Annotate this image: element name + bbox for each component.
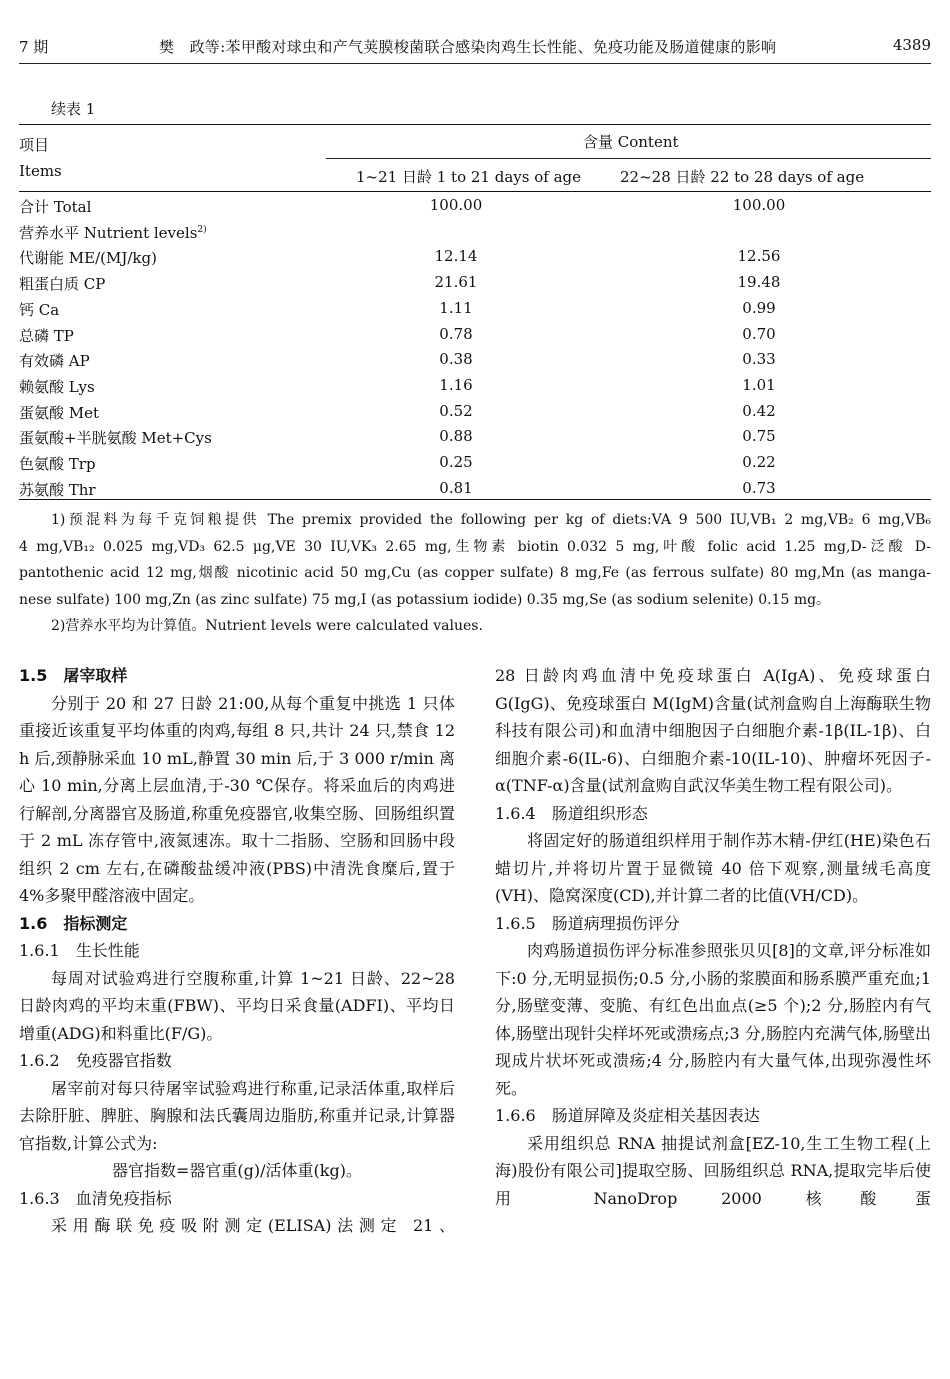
- paragraph: 肉鸡肠道损伤评分标准参照张贝贝[8]的文章,评分标准如下:0 分,无明显损伤;0.5 分,小肠的浆膜面和肠系膜严重充血;1 分,肠壁变薄、变脆、有红色出血点(≥5 个);2 分,肠腔内有气体,肠壁出现针尖样坏死或溃疡点;3 分,肠腔内充满气体,肠壁出现成片状坏死或溃疡;4 分,肠腔内有大量气体,出现弥漫性坏死。: [495, 941, 931, 1098]
- running-header: [19, 36, 931, 60]
- header-items-cn: 项目: [19, 136, 50, 154]
- body-column-right: [495, 662, 931, 1212]
- table-row: [19, 376, 931, 400]
- value-period-1: 0.52: [439, 401, 473, 420]
- value-period-1: 1.11: [439, 298, 473, 317]
- table-row: [19, 299, 931, 323]
- value-period-2: 0.73: [742, 478, 776, 497]
- paragraph: 28 日龄肉鸡血清中免疫球蛋白 A(IgA)、免疫球蛋白 G(IgG)、免疫球蛋白 M(IgM)含量(试剂盒购自上海酶联生物科技有限公司)和血清中细胞因子白细胞介素-1β(IL-1β)、白细胞介素-6(IL-6)、白细胞介素-10(IL-10)、肿瘤坏死因子-α(TNF-α)含量(试剂盒购自武汉华美生物工程有限公司)。: [495, 666, 931, 795]
- table-row: [19, 273, 931, 297]
- table-note-line: 4 mg,VB₁₂ 0.025 mg,VD₃ 62.5 μg,VE 30 IU,VK₃ 2.65 mg,生物素 biotin 0.032 5 mg,叶酸 folic acid 1.25 mg,D-泛酸 D-: [19, 538, 931, 555]
- subsection-heading: 1.6.2 免疫器官指数: [19, 1051, 172, 1070]
- row-item: 蛋氨酸+半胱氨酸 Met+Cys: [19, 429, 212, 448]
- header-content: 含量 Content: [583, 133, 679, 151]
- table-notes: [19, 507, 931, 640]
- table-row: [19, 325, 931, 349]
- subsection-heading: 1.6.5 肠道病理损伤评分: [495, 913, 680, 933]
- header-period-2: 22~28 日龄 22 to 28 days of age: [620, 168, 865, 186]
- body-column-left: [19, 662, 455, 1240]
- row-item: 苏氨酸 Thr: [19, 480, 96, 499]
- table-row: [19, 350, 931, 374]
- value-period-2: 0.70: [742, 324, 776, 343]
- value-period-1: 0.81: [439, 478, 473, 497]
- value-period-1: 0.78: [439, 324, 473, 343]
- table-note-line: nese sulfate) 100 mg,Zn (as zinc sulfate) 75 mg,I (as potassium iodide) 0.35 mg,Se (as sodium selenite) 0.15 mg。: [19, 591, 831, 608]
- paragraph: 屠宰前对每只待屠宰试验鸡进行称重,记录活体重,取样后去除肝脏、脾脏、胸腺和法氏囊周边脂肪,称重并记录,计算器官指数,计算公式为:: [19, 1078, 455, 1153]
- value-period-2: 12.56: [737, 247, 781, 266]
- value-period-1: 100.00: [429, 196, 483, 214]
- table-header-rule: [19, 191, 931, 192]
- footnote-marker: 2): [197, 224, 207, 235]
- value-period-1: 0.25: [439, 453, 473, 471]
- row-item: 色氨酸 Trp: [19, 455, 96, 473]
- table-note-line: 2)营养水平均为计算值。Nutrient levels were calculated values.: [51, 618, 483, 634]
- value-period-2: 0.75: [742, 427, 776, 446]
- subsection-heading: 1.6.6 肠道屏障及炎症相关基因表达: [495, 1106, 760, 1125]
- table-row: [19, 427, 931, 451]
- paragraph: 每周对试验鸡进行空腹称重,计算 1~21 日龄、22~28 日龄肉鸡的平均末重(FBW)、平均日采食量(ADFI)、平均日增重(ADG)和料重比(F/G)。: [19, 968, 455, 1043]
- value-period-2: 1.01: [742, 375, 776, 394]
- value-period-2: 0.42: [742, 401, 776, 420]
- paragraph: 采用组织总 RNA 抽提试剂盒[EZ-10,生工生物工程(上海)股份有限公司]提取空肠、回肠组织总 RNA,提取完毕后使用 NanoDrop 2000 核酸蛋: [495, 1133, 931, 1208]
- value-period-2: 0.33: [742, 350, 776, 369]
- value-period-2: 0.22: [742, 453, 776, 471]
- paragraph: 将固定好的肠道组织样用于制作苏木精-伊红(HE)染色石蜡切片,并将切片置于显微镜 40 倍下观察,测量绒毛高度(VH)、隐窝深度(CD),并计算二者的比值(VH/CD)。: [495, 831, 931, 905]
- row-item: 蛋氨酸 Met: [19, 403, 100, 422]
- value-period-1: 0.38: [439, 350, 473, 369]
- row-item: 粗蛋白质 CP: [19, 275, 106, 294]
- page-number: 4389: [892, 36, 931, 54]
- table-row: [19, 222, 931, 246]
- header-period-1: 1~21 日龄 1 to 21 days of age: [356, 168, 581, 186]
- section-heading: 1.5 屠宰取样: [19, 666, 128, 685]
- table-continued-label: 续表 1: [51, 100, 96, 118]
- row-item: 有效磷 AP: [19, 352, 90, 371]
- formula: 器官指数=器官重(g)/活体重(kg)。: [112, 1161, 362, 1180]
- row-item: 赖氨酸 Lys: [19, 377, 95, 396]
- value-period-2: 100.00: [732, 196, 786, 214]
- header-sub-rule: [326, 158, 931, 159]
- header-rule: [19, 63, 931, 64]
- running-title: 樊 政等:苯甲酸对球虫和产气荚膜梭菌联合感染肉鸡生长性能、免疫功能及肠道健康的影响: [159, 38, 777, 56]
- subsection-heading: 1.6.3 血清免疫指标: [19, 1188, 172, 1208]
- section-heading: 1.6 指标测定: [19, 913, 128, 933]
- value-period-1: 21.61: [434, 273, 478, 292]
- row-item: 营养水平 Nutrient levels$^{2)}$: [19, 223, 207, 242]
- value-period-2: 19.48: [737, 273, 781, 292]
- header-items-en: Items: [19, 162, 62, 180]
- table-row: [19, 402, 931, 426]
- table-row: [19, 453, 931, 477]
- subsection-heading: 1.6.4 肠道组织形态: [495, 803, 648, 823]
- table-top-rule: [19, 124, 931, 125]
- subsection-heading: 1.6.1 生长性能: [19, 941, 140, 960]
- paragraph: 分别于 20 和 27 日龄 21:00,从每个重复中挑选 1 只体重接近该重复平均体重的肉鸡,每组 8 只,共计 24 只,禁食 12 h 后,颈静脉采血 10 mL,静置 30 min 后,于 3 000 r/min 离心 10 min,分离上层血清,于-30 ℃保存。将采血后的肉鸡进行解剖,分离器官及肠道,称重免疫器官,收集空肠、回肠组织置于 2 mL 冻存管中,液氮速冻。取十二指肠、空肠和回肠中段组织 2 cm 左右,在磷酸盐缓冲液(PBS)中清洗食糜后,置于 4%多聚甲醛溶液中固定。: [19, 693, 455, 905]
- row-item: 合计 Total: [19, 198, 92, 216]
- value-period-2: 0.99: [742, 298, 776, 317]
- table-row: [19, 196, 931, 220]
- table-bottom-rule: [19, 499, 931, 500]
- row-item: 代谢能 ME/(MJ/kg): [19, 249, 157, 268]
- row-item: 钙 Ca: [19, 300, 60, 319]
- table-note-line: pantothenic acid 12 mg,烟酸 nicotinic acid 50 mg,Cu (as copper sulfate) 8 mg,Fe (as ferrous sulfate) 80 mg,Mn (as manga-: [19, 565, 931, 581]
- paragraph: 采用酶联免疫吸附测定(ELISA)法测定 21、: [51, 1216, 455, 1235]
- table-note-line: 1)预混料为每千克饲粮提供 The premix provided the following per kg of diets:VA 9 500 IU,VB₁ 2 mg,VB₂ 6 mg,VB₆: [51, 512, 931, 528]
- value-period-1: 12.14: [434, 247, 478, 266]
- table-row: [19, 247, 931, 271]
- issue-number: 7 期: [19, 38, 49, 56]
- value-period-1: 1.16: [439, 375, 473, 394]
- row-item: 总磷 TP: [19, 326, 74, 345]
- value-period-1: 0.88: [439, 427, 473, 446]
